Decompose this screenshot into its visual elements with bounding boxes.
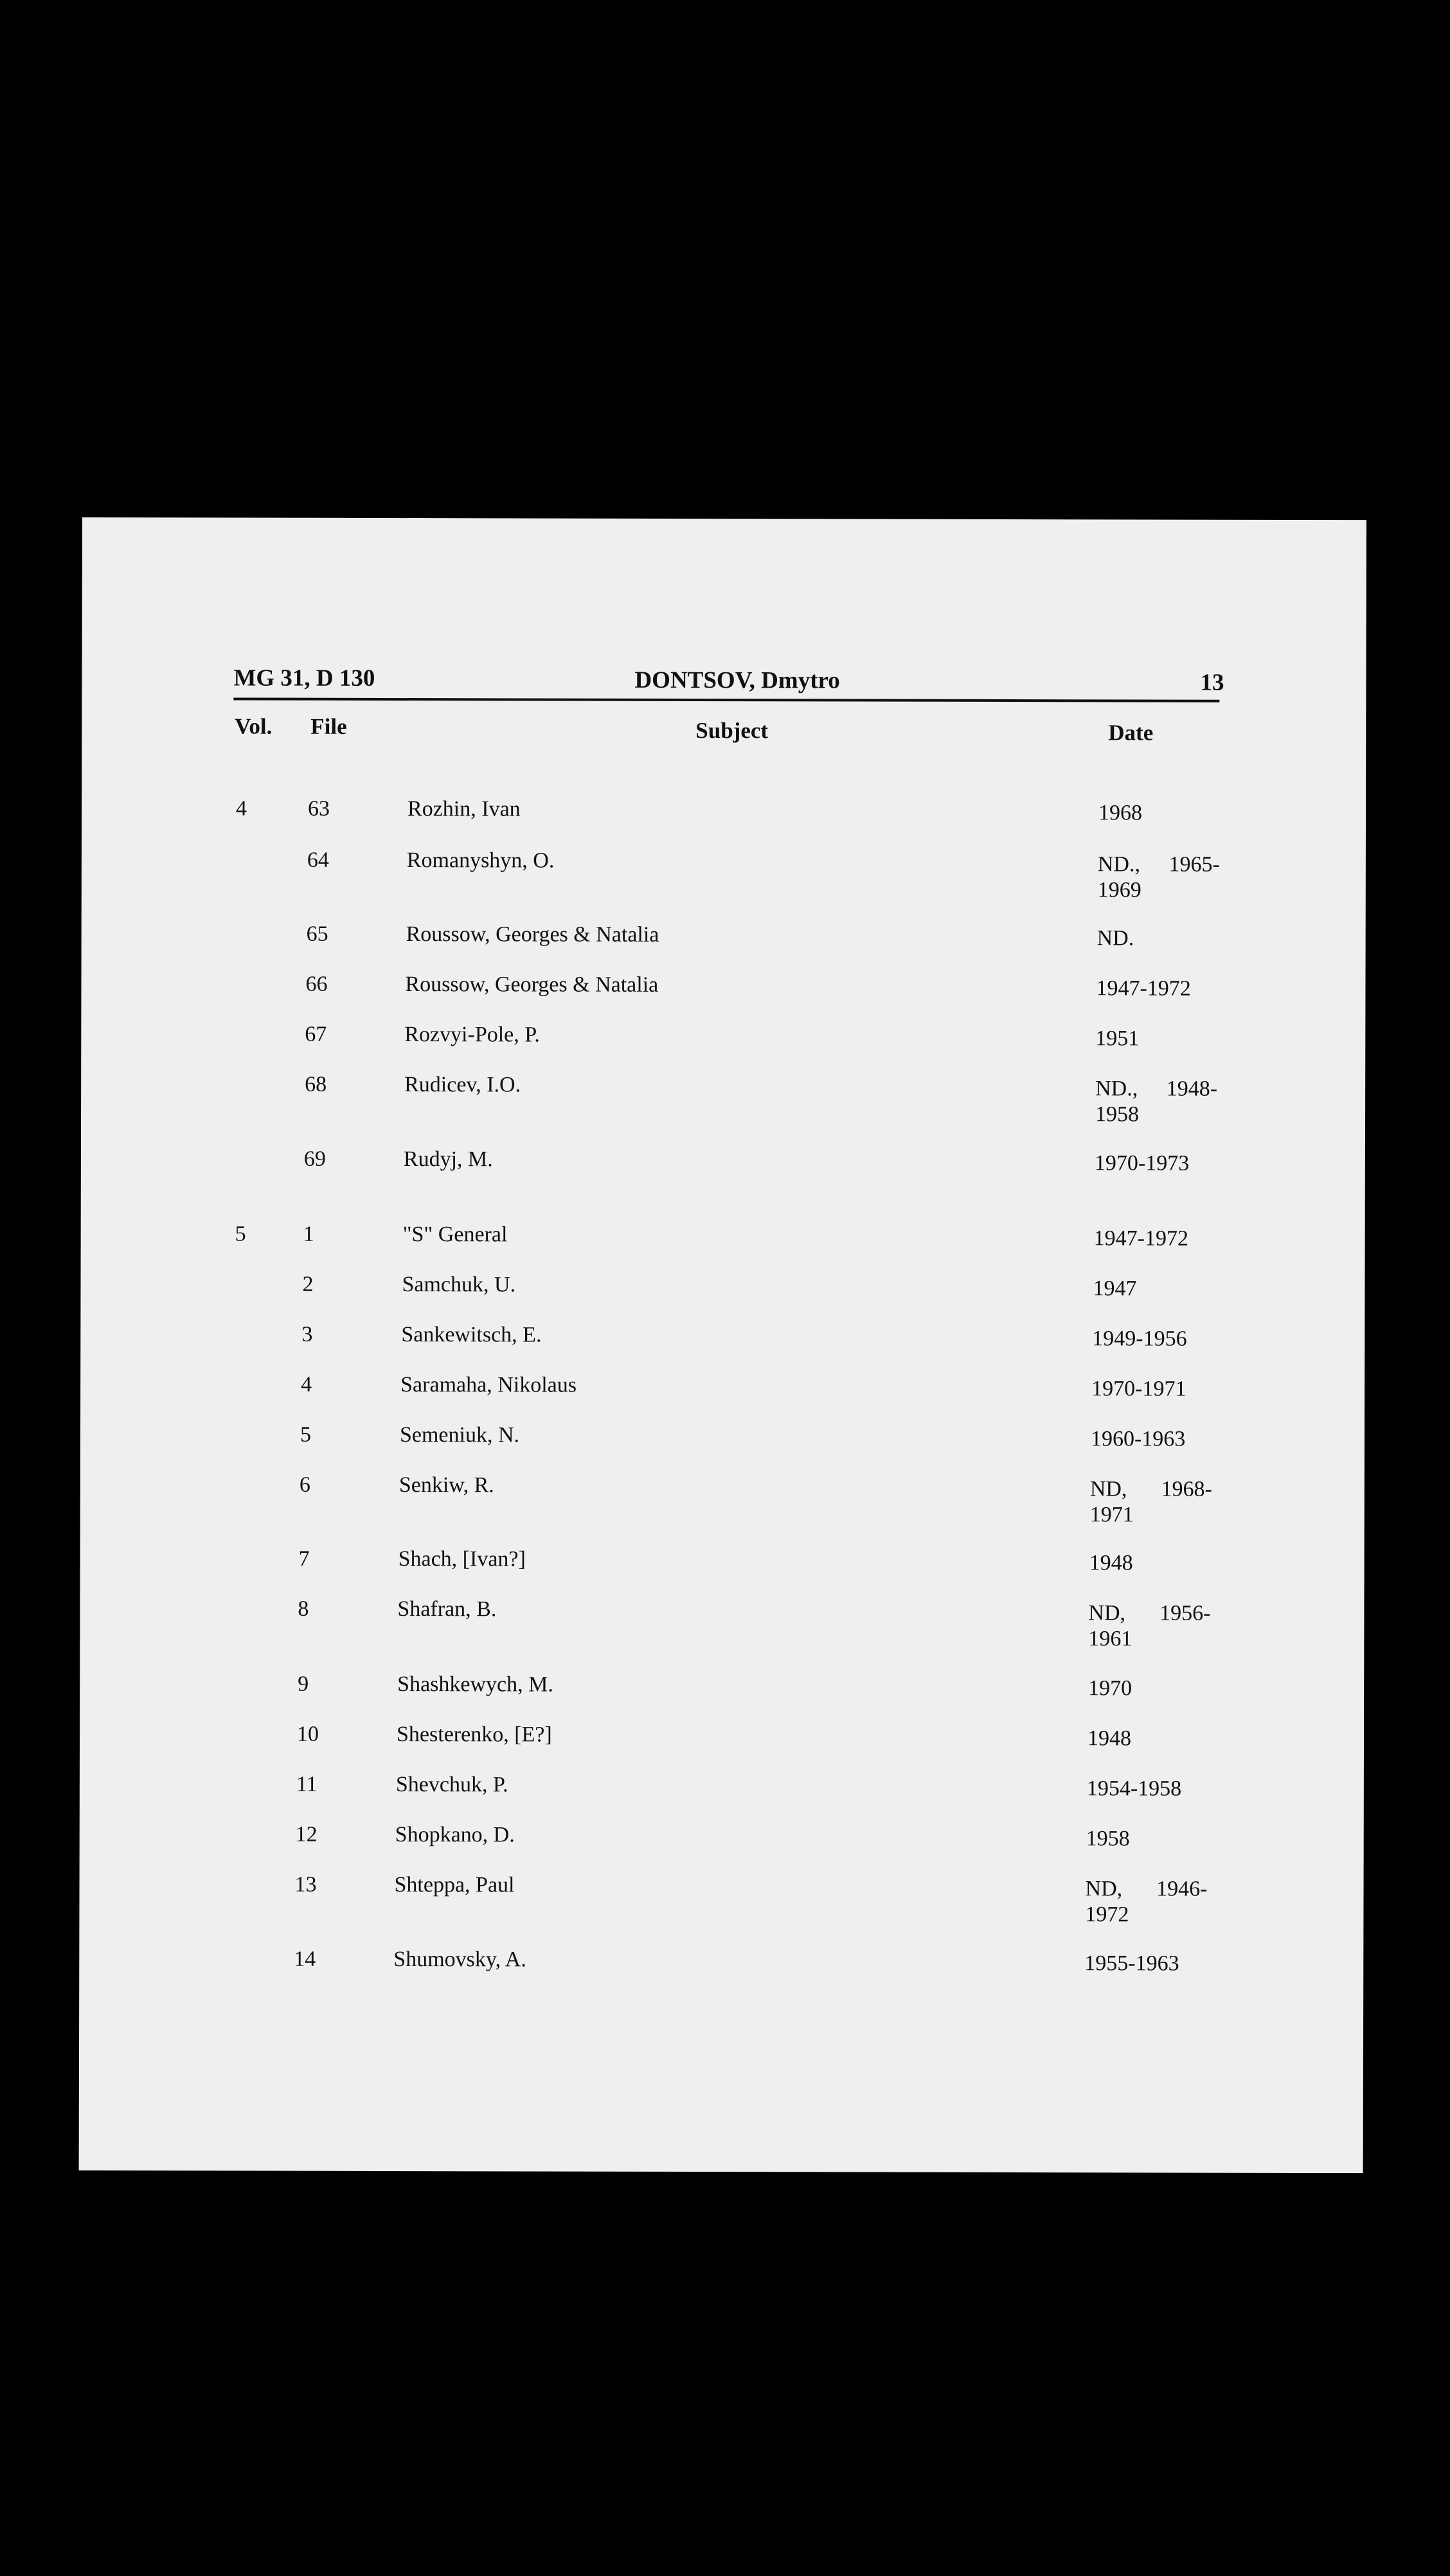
file-number: 5	[300, 1422, 312, 1447]
subject-name: "S" General	[402, 1222, 508, 1247]
date-range: 1954-1958	[1086, 1776, 1182, 1801]
date-range: 1970-1971	[1091, 1377, 1186, 1401]
date-range: 1968	[1098, 801, 1143, 825]
subject-name: Shesterenko, [E?]	[396, 1722, 552, 1747]
subject-name: Sankewitsch, E.	[401, 1323, 542, 1347]
column-header-date: Date	[1108, 720, 1154, 746]
date-range: ND.	[1096, 926, 1134, 951]
subject-name: Saramaha, Nikolaus	[400, 1373, 577, 1397]
file-number: 68	[305, 1072, 327, 1096]
file-number: 6	[299, 1472, 310, 1497]
subject-name: Shach, [Ivan?]	[398, 1547, 526, 1571]
column-header-subject: Subject	[695, 717, 769, 744]
date-range: 1951	[1095, 1026, 1140, 1051]
date-range: 1947-1972	[1096, 976, 1191, 1001]
subject-name: Shopkano, D.	[395, 1823, 515, 1847]
file-number: 63	[308, 796, 330, 821]
date-range: 1948	[1089, 1551, 1133, 1575]
file-number: 65	[306, 922, 328, 946]
date-range: ND, 1946- 1972	[1085, 1877, 1208, 1927]
column-header-file: File	[310, 713, 347, 739]
date-range: 1955-1963	[1084, 1951, 1179, 1976]
page-number: 13	[1200, 669, 1224, 696]
file-number: 66	[305, 972, 328, 996]
file-number: 11	[296, 1772, 318, 1796]
fonds-title: DONTSOV, Dmytro	[634, 666, 840, 694]
file-number: 4	[301, 1372, 312, 1397]
subject-name: Rudyj, M.	[403, 1147, 493, 1172]
date-range: 1970	[1088, 1676, 1132, 1701]
file-number: 3	[301, 1322, 313, 1346]
file-number: 1	[303, 1222, 314, 1246]
document-page	[79, 517, 1366, 2173]
file-number: 69	[303, 1147, 326, 1171]
file-number: 67	[305, 1022, 327, 1046]
reference-number: MG 31, D 130	[233, 665, 375, 692]
subject-name: Shteppa, Paul	[394, 1873, 515, 1897]
subject-name: Rudicev, I.O.	[404, 1073, 521, 1097]
date-range: ND, 1956- 1961	[1088, 1601, 1211, 1651]
file-number: 12	[295, 1822, 318, 1847]
date-range: ND., 1965- 1969	[1097, 852, 1220, 902]
file-number: 8	[298, 1597, 309, 1621]
subject-name: Semeniuk, N.	[399, 1423, 520, 1447]
column-header-vol: Vol.	[235, 713, 273, 739]
date-range: 1948	[1087, 1726, 1132, 1751]
file-number: 14	[294, 1947, 316, 1971]
file-number: 64	[307, 848, 329, 872]
file-number: 2	[302, 1272, 314, 1296]
subject-name: Rozhin, Ivan	[407, 797, 521, 821]
subject-name: Shumovsky, A.	[393, 1947, 526, 1972]
subject-name: Samchuk, U.	[402, 1273, 516, 1297]
subject-name: Romanyshyn, O.	[406, 848, 555, 873]
date-range: 1947-1972	[1093, 1226, 1189, 1251]
file-number: 10	[296, 1722, 319, 1746]
date-range: 1958	[1086, 1827, 1130, 1851]
date-range: 1960-1963	[1090, 1427, 1186, 1451]
date-range: 1970-1973	[1094, 1151, 1190, 1176]
file-number: 9	[298, 1672, 309, 1696]
date-range: 1947	[1093, 1276, 1137, 1301]
date-range: 1949-1956	[1092, 1327, 1187, 1351]
date-range: ND, 1968- 1971	[1089, 1477, 1212, 1527]
subject-name: Senkiw, R.	[398, 1473, 494, 1498]
subject-name: Rozvyi-Pole, P.	[404, 1023, 540, 1047]
volume-number: 4	[236, 796, 247, 821]
file-number: 13	[294, 1872, 317, 1897]
date-range: ND., 1948- 1958	[1095, 1077, 1218, 1127]
file-number: 7	[298, 1546, 310, 1571]
subject-name: Roussow, Georges & Natalia	[405, 972, 659, 997]
subject-name: Shashkewych, M.	[397, 1672, 553, 1697]
volume-number: 5	[235, 1222, 246, 1246]
header-rule	[233, 697, 1219, 702]
subject-name: Roussow, Georges & Natalia	[406, 922, 659, 947]
subject-name: Shafran, B.	[397, 1597, 497, 1622]
subject-name: Shevchuk, P.	[395, 1773, 508, 1797]
